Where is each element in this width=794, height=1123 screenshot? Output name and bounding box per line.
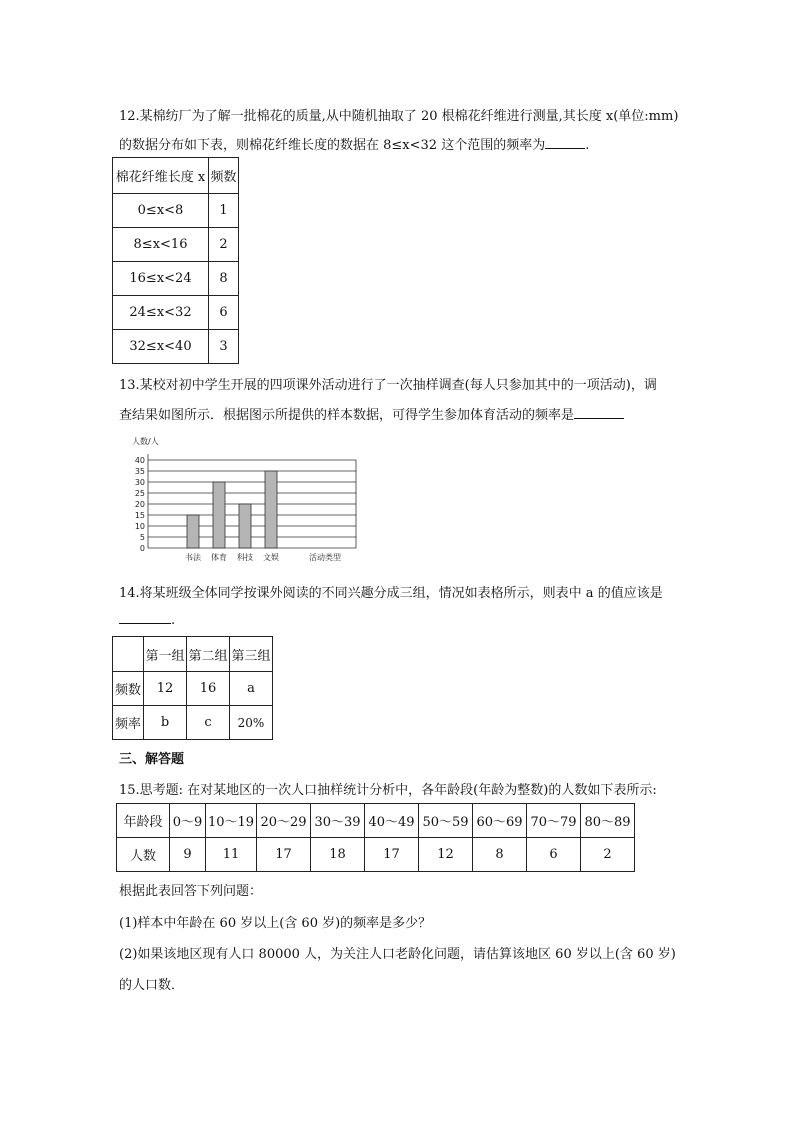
y-tick-label: 25 — [134, 489, 145, 498]
q14-text-line2-post: . — [171, 613, 176, 628]
y-tick-label: 30 — [134, 478, 145, 487]
y-tick-label: 0 — [139, 544, 145, 553]
bar-文娱 — [265, 471, 277, 548]
q15-age-cell: 40～49 — [365, 804, 419, 838]
q14-cell: 20% — [230, 706, 273, 740]
q14-text-line2 — [119, 611, 175, 628]
q15-count-cell: 6 — [527, 838, 581, 872]
q14-header-group: 第一组 — [144, 637, 187, 672]
q14-cell: 16 — [187, 672, 230, 706]
activity-bar-chart — [118, 432, 368, 567]
q14-answer-blank — [119, 611, 171, 624]
q12-range-cell: 0≤x<8 — [113, 194, 209, 228]
q15-age-cell: 30～39 — [311, 804, 365, 838]
bar-体育 — [213, 482, 225, 548]
chart-ylabel: 人数/人 — [132, 437, 159, 446]
q14-text-line1: 14.将某班级全体同学按课外阅读的不同兴趣分成三组，情况如表格所示，则表中 a 的值应该是 — [119, 586, 663, 601]
q12-frequency-table — [112, 157, 239, 364]
q15-age-cell: 60～69 — [473, 804, 527, 838]
y-tick-label: 40 — [134, 456, 145, 465]
q12-range-cell: 16≤x<24 — [113, 262, 209, 296]
q15-age-cell: 0～9 — [170, 804, 206, 838]
chart-xlabel: 活动类型 — [309, 553, 341, 562]
q12-text-line2-post: . — [585, 138, 590, 153]
q15-count-cell: 17 — [257, 838, 311, 872]
q12-text-line2 — [119, 134, 589, 153]
x-tick-label: 体育 — [211, 553, 227, 562]
q12-header-freq: 频数 — [209, 158, 239, 194]
x-tick-label: 文娱 — [263, 553, 279, 562]
q15-age-cell: 20～29 — [257, 804, 311, 838]
q12-header-length: 棉花纤维长度 x — [113, 158, 209, 194]
q12-count-cell: 8 — [209, 262, 239, 296]
q12-count-cell: 1 — [209, 194, 239, 228]
q14-cell: c — [187, 706, 230, 740]
q15-count-cell: 11 — [206, 838, 257, 872]
q15-count-cell: 8 — [473, 838, 527, 872]
q12-count-cell: 3 — [209, 330, 239, 364]
q13-text-line2-body: 查结果如图所示．根据图示所提供的样本数据，可得学生参加体育活动的频率是 — [119, 408, 575, 423]
q15-age-table — [116, 803, 635, 872]
q14-row-label: 频率 — [113, 706, 144, 740]
chart-y-ticks — [135, 456, 145, 553]
q15-count-cell: 18 — [311, 838, 365, 872]
q12-text-line1: 12.某棉纺厂为了解一批棉花的质量,从中随机抽取了 20 根棉花纤维进行测量,其长度 x(单位:mm) — [119, 109, 679, 124]
q15-sub-question-1: (1)样本中年龄在 60 岁以上(含 60 岁)的频率是多少？ — [119, 916, 432, 931]
q12-range-cell: 8≤x<16 — [113, 228, 209, 262]
x-tick-label: 科技 — [237, 553, 253, 562]
bar-科技 — [239, 504, 251, 548]
q13-text-line1: 13.某校对初中学生开展的四项课外活动进行了一次抽样调查(每人只参加其中的一项活动)，调 — [119, 378, 657, 393]
q15-sub-question-2-line2: 的人口数． — [119, 978, 185, 993]
q15-sub-question-2-line1: (2)如果该地区现有人口 80000 人，为关注人口老龄化问题，请估算该地区 60 岁以上(含 60 岁) — [119, 947, 676, 962]
q12-range-cell: 32≤x<40 — [113, 330, 209, 364]
q15-row-header: 年龄段 — [117, 804, 170, 838]
x-tick-label: 书法 — [185, 553, 201, 562]
q13-text-line2 — [119, 404, 624, 423]
q15-row-header: 人数 — [117, 838, 170, 872]
q15-age-cell: 10～19 — [206, 804, 257, 838]
q15-text-line1: 15.思考题: 在对某地区的一次人口抽样统计分析中，各年龄段(年龄为整数)的人数如下表所示: — [119, 783, 657, 798]
q13-answer-blank — [574, 406, 624, 419]
q12-count-cell: 2 — [209, 228, 239, 262]
q14-group-table — [112, 636, 273, 740]
q15-age-cell: 50～59 — [419, 804, 473, 838]
chart-gridlines — [148, 454, 356, 548]
y-tick-label: 15 — [134, 511, 145, 520]
q12-answer-blank — [545, 136, 585, 149]
section-heading: 三、解答题 — [119, 752, 185, 767]
q14-corner-cell — [113, 637, 144, 672]
q12-count-cell: 6 — [209, 296, 239, 330]
q14-header-group: 第三组 — [230, 637, 273, 672]
q12-range-cell: 24≤x<32 — [113, 296, 209, 330]
q15-count-cell: 2 — [581, 838, 635, 872]
q15-prompt: 根据此表回答下列问题： — [119, 884, 263, 899]
q15-count-cell: 9 — [170, 838, 206, 872]
chart-x-labels — [185, 552, 279, 562]
q14-cell: b — [144, 706, 187, 740]
chart-bars — [187, 471, 277, 548]
y-tick-label: 35 — [134, 467, 145, 476]
q14-cell: 12 — [144, 672, 187, 706]
q15-age-cell: 70～79 — [527, 804, 581, 838]
q15-age-cell: 80～89 — [581, 804, 635, 838]
y-tick-label: 20 — [134, 500, 145, 509]
q12-text-line2-pre: 的数据分布如下表，则棉花纤维长度的数据在 8≤x<32 这个范围的频率为 — [119, 138, 546, 153]
q15-count-cell: 12 — [419, 838, 473, 872]
q14-row-label: 频数 — [113, 672, 144, 706]
q14-cell: a — [230, 672, 273, 706]
bar-书法 — [187, 515, 199, 548]
q15-count-cell: 17 — [365, 838, 419, 872]
q14-header-group: 第二组 — [187, 637, 230, 672]
y-tick-label: 5 — [139, 533, 145, 542]
y-tick-label: 10 — [134, 522, 145, 531]
